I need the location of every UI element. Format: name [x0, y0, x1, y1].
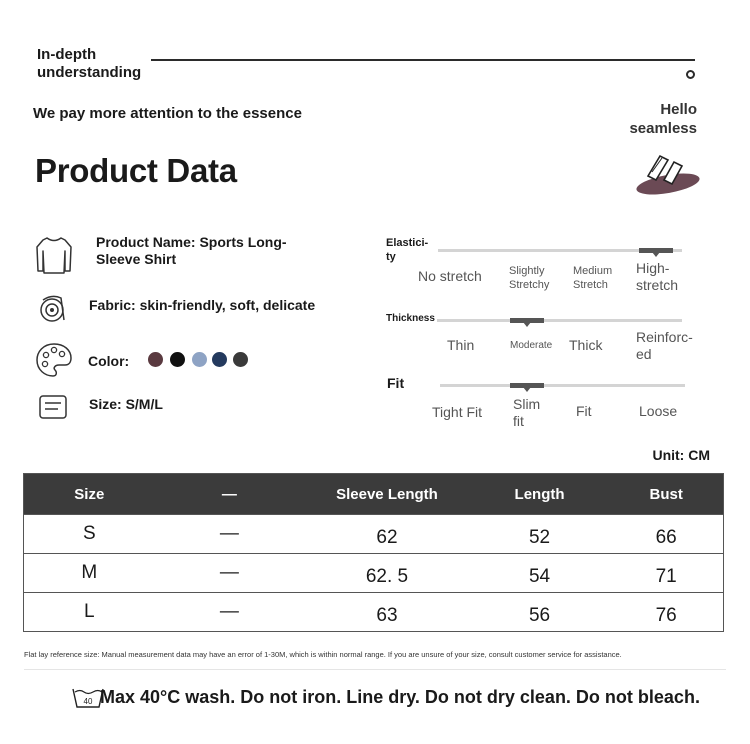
size-table	[23, 473, 724, 632]
color-swatch-navy[interactable]	[212, 352, 227, 367]
table-cell: —	[219, 562, 239, 583]
table-cell: —	[219, 601, 239, 622]
elasticity-label: Elastici-ty	[386, 237, 429, 263]
table-header	[24, 474, 723, 514]
table-cell: 71	[655, 566, 677, 587]
measurement-note: Flat lay reference size: Manual measurement data may have an error of 1-30M, which is within normal range. If you are unsure of your size, consult customer service for assistance.	[24, 650, 622, 659]
thickness-option: Thin	[447, 337, 475, 353]
unit-label: Unit: CM	[652, 447, 710, 463]
table-cell: 66	[655, 527, 677, 548]
care-instructions: Max 40°C wash. Do not iron. Line dry. Do not dry clean. Do not bleach.	[100, 687, 700, 707]
shirt-icon	[34, 235, 74, 275]
fit-option: Slim fit	[513, 396, 541, 429]
color-swatch-maroon[interactable]	[148, 352, 163, 367]
divider-line	[151, 59, 695, 61]
elasticity-option: No stretch	[418, 268, 482, 284]
fit-option: Tight Fit	[432, 404, 483, 420]
column-header: Length	[514, 485, 565, 503]
fit-marker	[510, 383, 544, 388]
size-list: Size: S/M/L	[89, 396, 163, 412]
tagline: We pay more attention to the essence	[33, 105, 302, 122]
table-cell: 56	[528, 605, 551, 626]
size-tag-icon	[34, 387, 74, 427]
column-header: Bust	[649, 485, 683, 503]
divider-line	[24, 669, 726, 670]
column-header: Sleeve Length	[336, 485, 438, 503]
table-cell: —	[219, 523, 239, 544]
thickness-option: Moderate	[510, 340, 553, 351]
elasticity-marker	[639, 248, 673, 253]
table-cell: 63	[376, 605, 398, 626]
palette-icon	[34, 340, 74, 380]
table-cell: 62. 5	[365, 566, 409, 587]
table-cell: S	[82, 523, 96, 544]
fabric-icon	[34, 290, 74, 330]
color-swatch-black[interactable]	[170, 352, 185, 367]
wash-temperature: 40	[83, 697, 93, 706]
table-cell: 62	[376, 527, 398, 548]
elasticity-option: High-stretch	[636, 260, 679, 293]
thickness-label: Thickness	[386, 313, 435, 324]
product-name: Product Name: Sports Long-Sleeve Shirt	[96, 234, 287, 267]
fit-option: Fit	[576, 403, 592, 419]
table-row	[24, 553, 723, 592]
elasticity-option: Slightly Stretchy	[509, 265, 550, 291]
divider-dot	[686, 70, 695, 79]
fit-option: Loose	[639, 403, 678, 419]
page-title: Product Data	[35, 152, 237, 189]
thickness-track	[437, 319, 682, 322]
color-swatch-light-blue[interactable]	[192, 352, 207, 367]
table-row	[24, 592, 723, 631]
table-cell: 54	[528, 566, 551, 587]
thickness-option: Thick	[569, 337, 603, 353]
thickness-marker	[510, 318, 544, 323]
table-cell: M	[81, 562, 98, 583]
pencil-icon	[634, 150, 704, 200]
fit-track	[440, 384, 685, 387]
color-label: Color:	[88, 353, 130, 369]
fabric-description: Fabric: skin-friendly, soft, delicate	[89, 297, 316, 313]
column-header: Size	[74, 485, 105, 503]
brand-slogan: Hello seamless	[629, 101, 697, 137]
fit-label: Fit	[387, 375, 405, 391]
elasticity-option: Medium Stretch	[573, 265, 613, 291]
table-cell: 76	[655, 605, 677, 626]
column-header: —	[221, 485, 237, 503]
table-cell: L	[84, 601, 95, 622]
section-heading: In-depth understanding	[37, 46, 142, 81]
table-row	[24, 514, 723, 553]
table-cell: 52	[528, 527, 551, 548]
thickness-option: Reinforc-ed	[636, 329, 693, 362]
color-swatch-charcoal[interactable]	[233, 352, 248, 367]
